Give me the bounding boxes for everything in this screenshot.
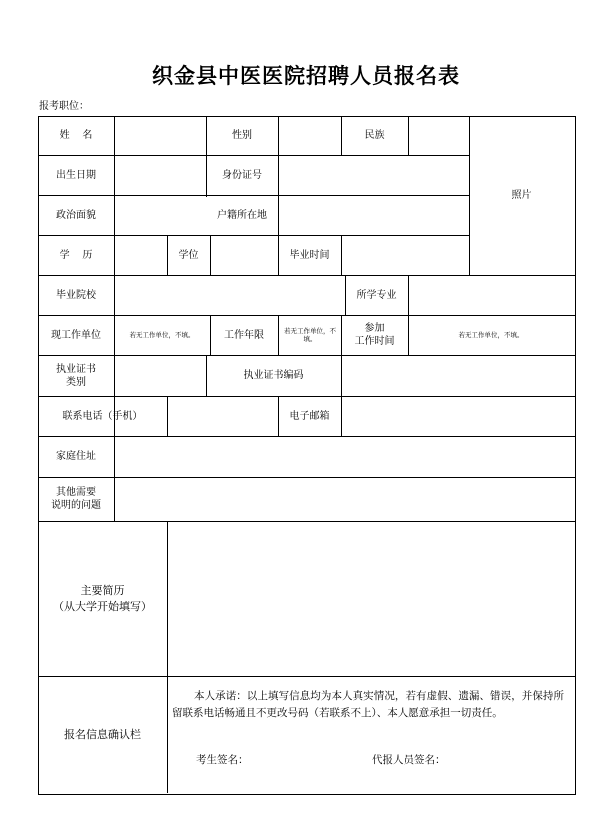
work-years-label: 工作年限 — [224, 329, 264, 341]
column-divider — [341, 396, 342, 437]
work-start-label-line1: 参加 — [364, 323, 385, 334]
other-notes-label-line1: 其他需要 — [56, 487, 96, 498]
id-number-label: 身份证号 — [222, 169, 262, 181]
name-label: 姓 名 — [59, 130, 93, 141]
confirm-label: 报名信息确认栏 — [64, 728, 141, 741]
column-divider — [341, 355, 342, 396]
other-notes-label-line2: 说明的问题 — [51, 500, 101, 511]
form-title: 织金县中医医院招聘人员报名表 — [152, 63, 460, 88]
pledge-text: 本人承诺：以上填写信息均为本人真实情况，若有虚假、遗漏、错误，并保持所留联系电话畅通且不更改号码（若联系不上）、本人愿意承担一切责任。 — [172, 690, 564, 719]
degree-label: 学位 — [178, 249, 199, 261]
column-divider — [408, 116, 409, 156]
home-address-label: 家庭住址 — [56, 451, 96, 462]
photo-label: 照片 — [511, 190, 532, 201]
political-status-label: 政治面貌 — [56, 209, 96, 221]
cert-type-label-line2: 类别 — [66, 376, 86, 388]
graduation-time-label: 毕业时间 — [289, 249, 330, 261]
cert-type-label-line1: 执业证书 — [56, 363, 96, 375]
position-label: 报考职位： — [39, 101, 89, 112]
column-divider — [408, 275, 409, 316]
work-start-note: 若无工作单位，不填。 — [458, 331, 524, 339]
birth-date-label: 出生日期 — [56, 169, 96, 181]
row-divider — [38, 275, 575, 276]
current-employer-label: 现工作单位 — [51, 329, 101, 341]
row-divider — [38, 436, 575, 437]
email-label: 电子邮箱 — [289, 410, 330, 422]
education-label: 学 历 — [59, 249, 93, 261]
agent-signature-label: 代报人员签名： — [372, 754, 446, 766]
column-divider — [278, 315, 279, 356]
graduate-school-label: 毕业院校 — [56, 289, 96, 301]
column-divider — [167, 521, 168, 793]
candidate-signature-label: 考生签名： — [196, 754, 249, 766]
household-location-label: 户籍所在地 — [217, 209, 267, 221]
column-divider — [167, 396, 168, 437]
mobile-label: 联系电话（手机） — [62, 410, 143, 422]
column-divider — [341, 235, 342, 276]
row-divider — [38, 477, 575, 478]
ethnicity-label: 民族 — [364, 130, 385, 141]
major-label: 所学专业 — [356, 289, 397, 301]
resume-label — [38, 521, 167, 676]
work-years-note: 若无工作单位，不填。 — [284, 327, 336, 343]
resume-label-line2: （从大学开始填写） — [53, 599, 152, 613]
other-notes-label — [38, 477, 114, 521]
cert-type-label — [38, 355, 114, 396]
work-start-label — [341, 315, 408, 355]
gender-label: 性别 — [232, 130, 252, 141]
work-start-label-line2: 工作时间 — [354, 336, 395, 347]
resume-label-line1: 主要简历 — [80, 583, 125, 597]
cert-number-label: 执业证书编码 — [243, 370, 304, 381]
column-divider — [210, 235, 211, 276]
column-divider — [278, 116, 279, 236]
employer-note: 若无工作单位，不填。 — [129, 331, 195, 339]
